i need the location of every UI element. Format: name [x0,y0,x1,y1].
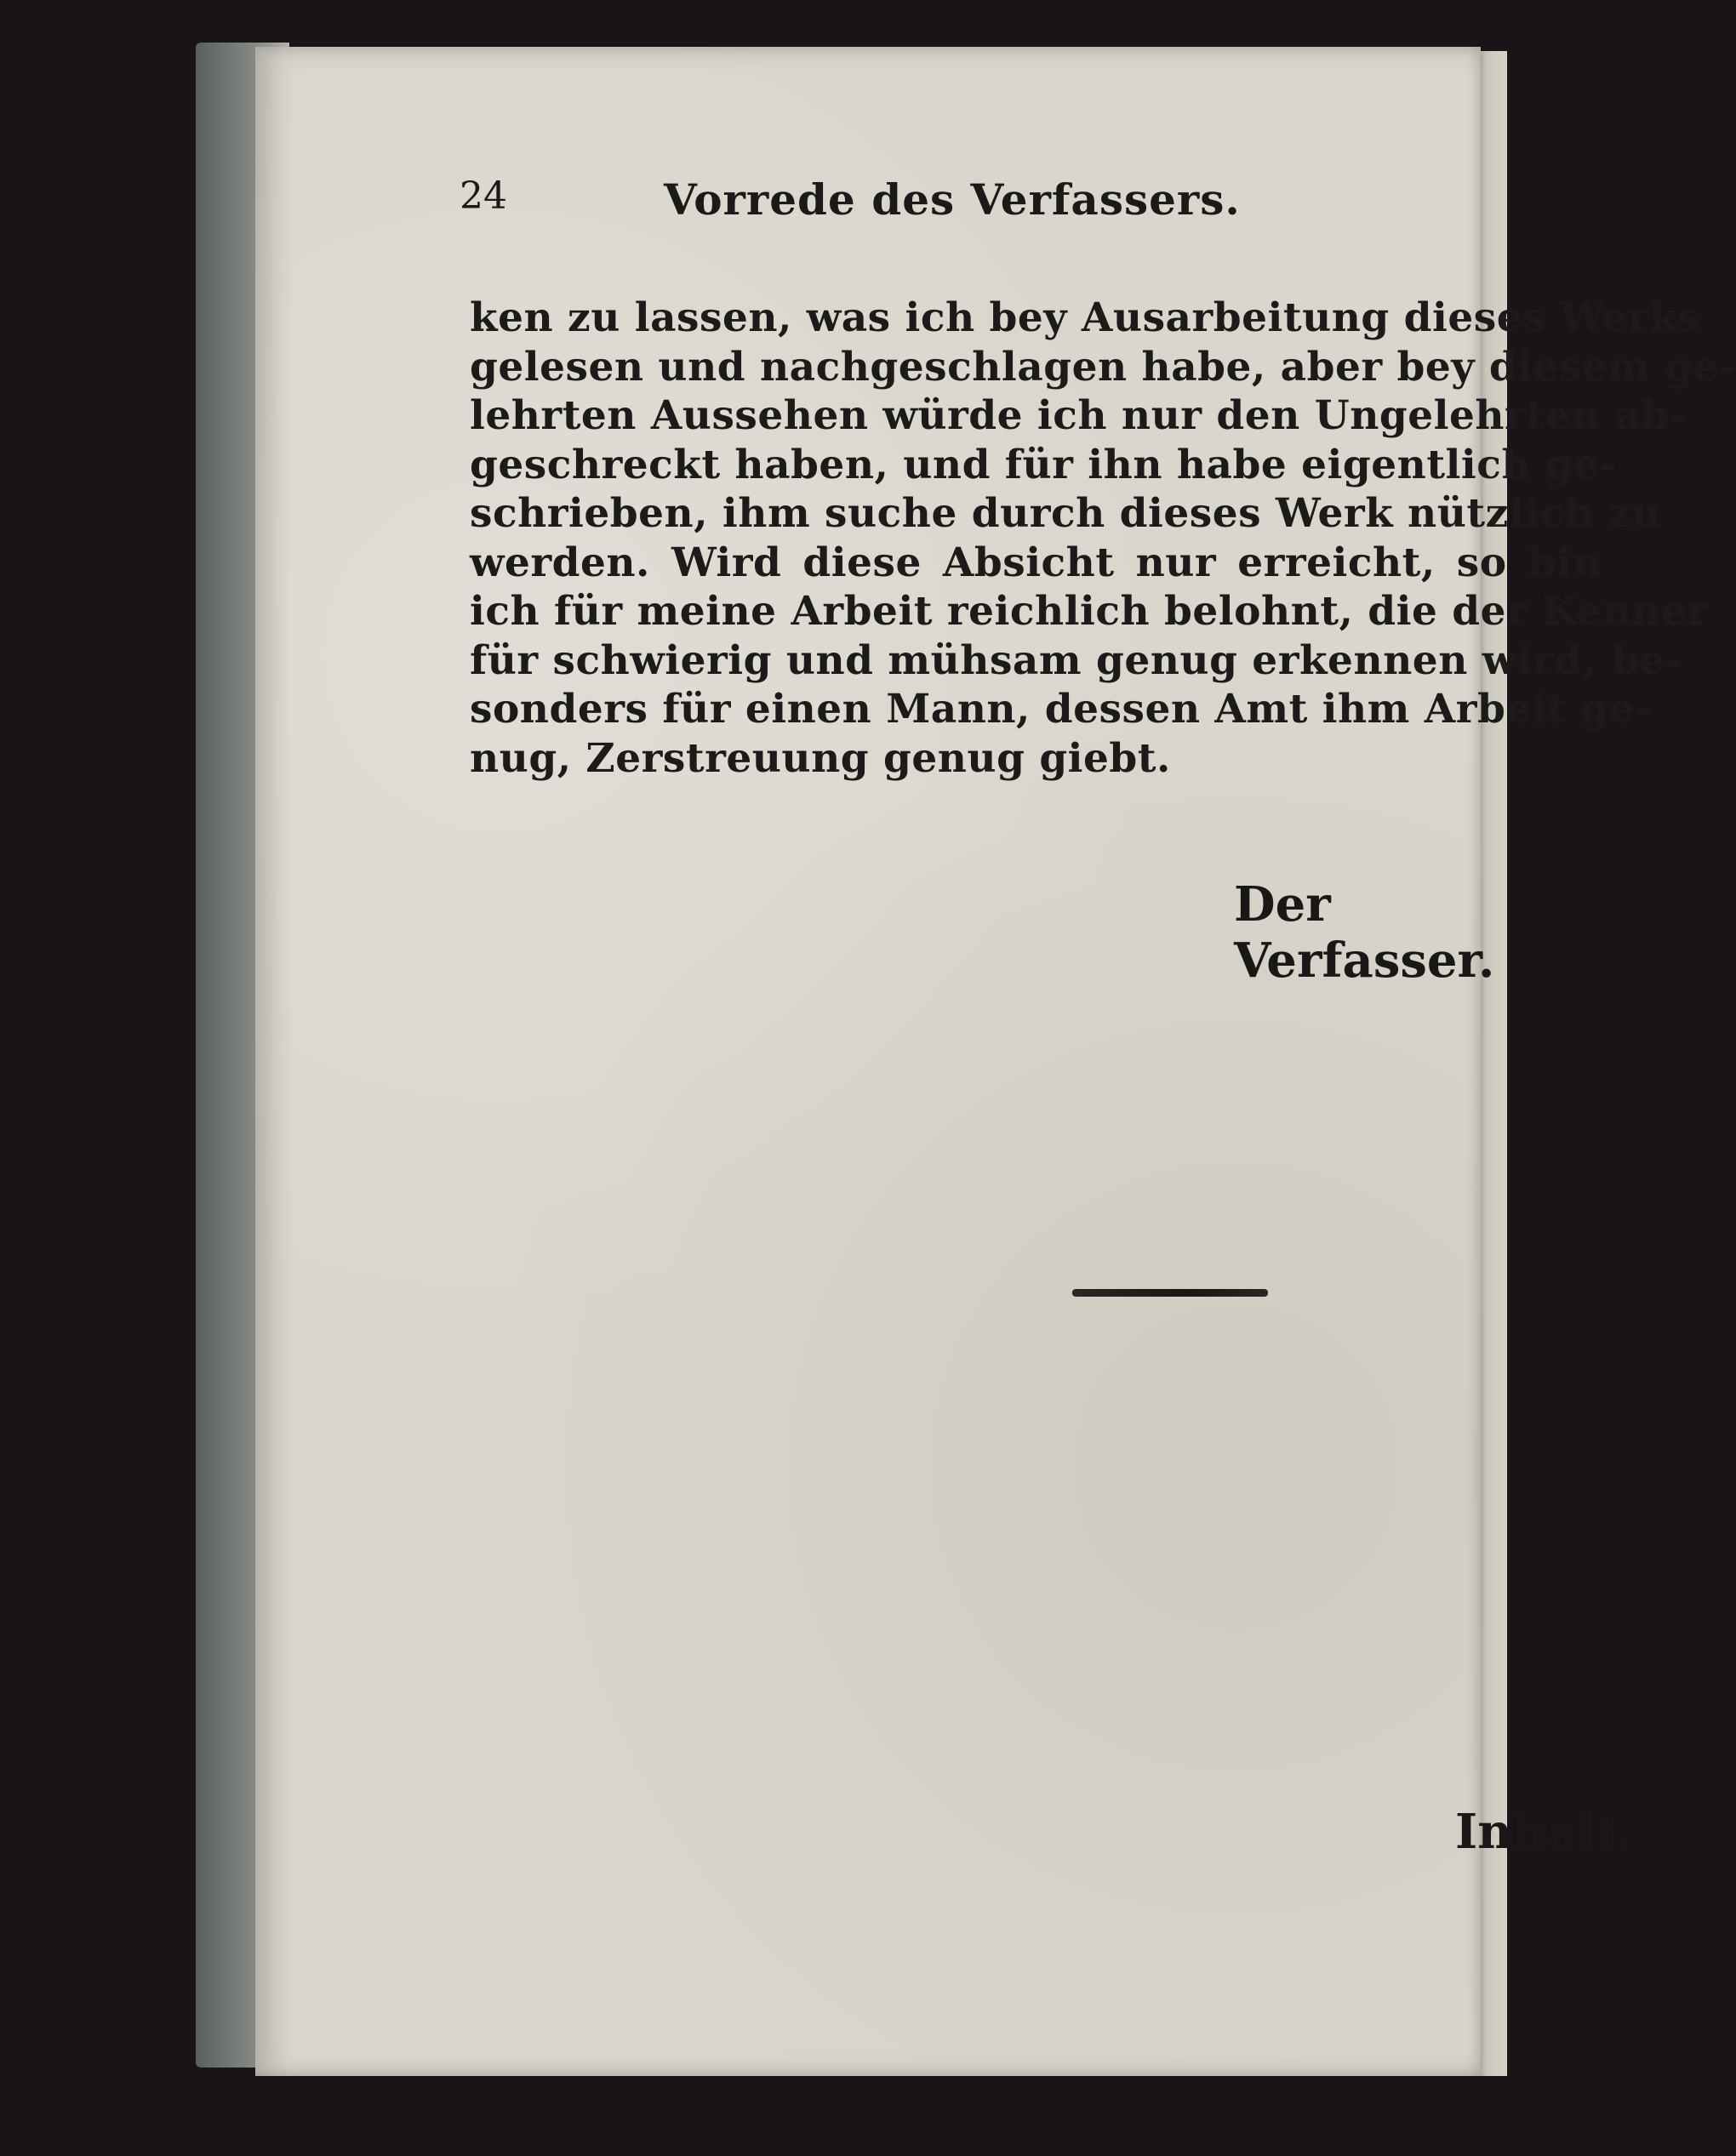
body-line: ich für meine Arbeit reichlich belohnt, die der Kenner [470,588,1709,635]
body-line: sonders für einen Mann, dessen Amt ihm Arbeit ge- [470,686,1652,733]
body-line: nug, Zerstreuung genug giebt. [470,734,1171,782]
catchword: Inhalt. [1455,1804,1635,1860]
running-head-title: Vorrede des Verfassers. [664,174,1241,225]
body-line: gelesen und nachgeschlagen habe, aber bey diesem ge- [470,343,1736,391]
body-line: ken zu lassen, was ich bey Ausarbeitung dieses Werks [470,294,1701,341]
decorative-rule [1072,1289,1268,1297]
body-line: geschreckt haben, und für ihn habe eigentlich ge- [470,441,1617,488]
book-page [255,47,1736,2076]
body-line: für schwierig und mühsam genug erkennen wird, be- [470,636,1683,684]
author-signature: Der Verfasser. [1234,876,1495,989]
running-head [460,174,1396,242]
page-number: 24 [460,174,507,218]
body-paragraph [470,294,1736,783]
body-line: werden. Wird diese Absicht nur erreicht, so bin [470,539,1602,586]
body-line: lehrten Aussehen würde ich nur den Ungelehrten ab- [470,392,1687,439]
body-line: schrieben, ihm suche durch dieses Werk nützlich zu [470,490,1662,537]
